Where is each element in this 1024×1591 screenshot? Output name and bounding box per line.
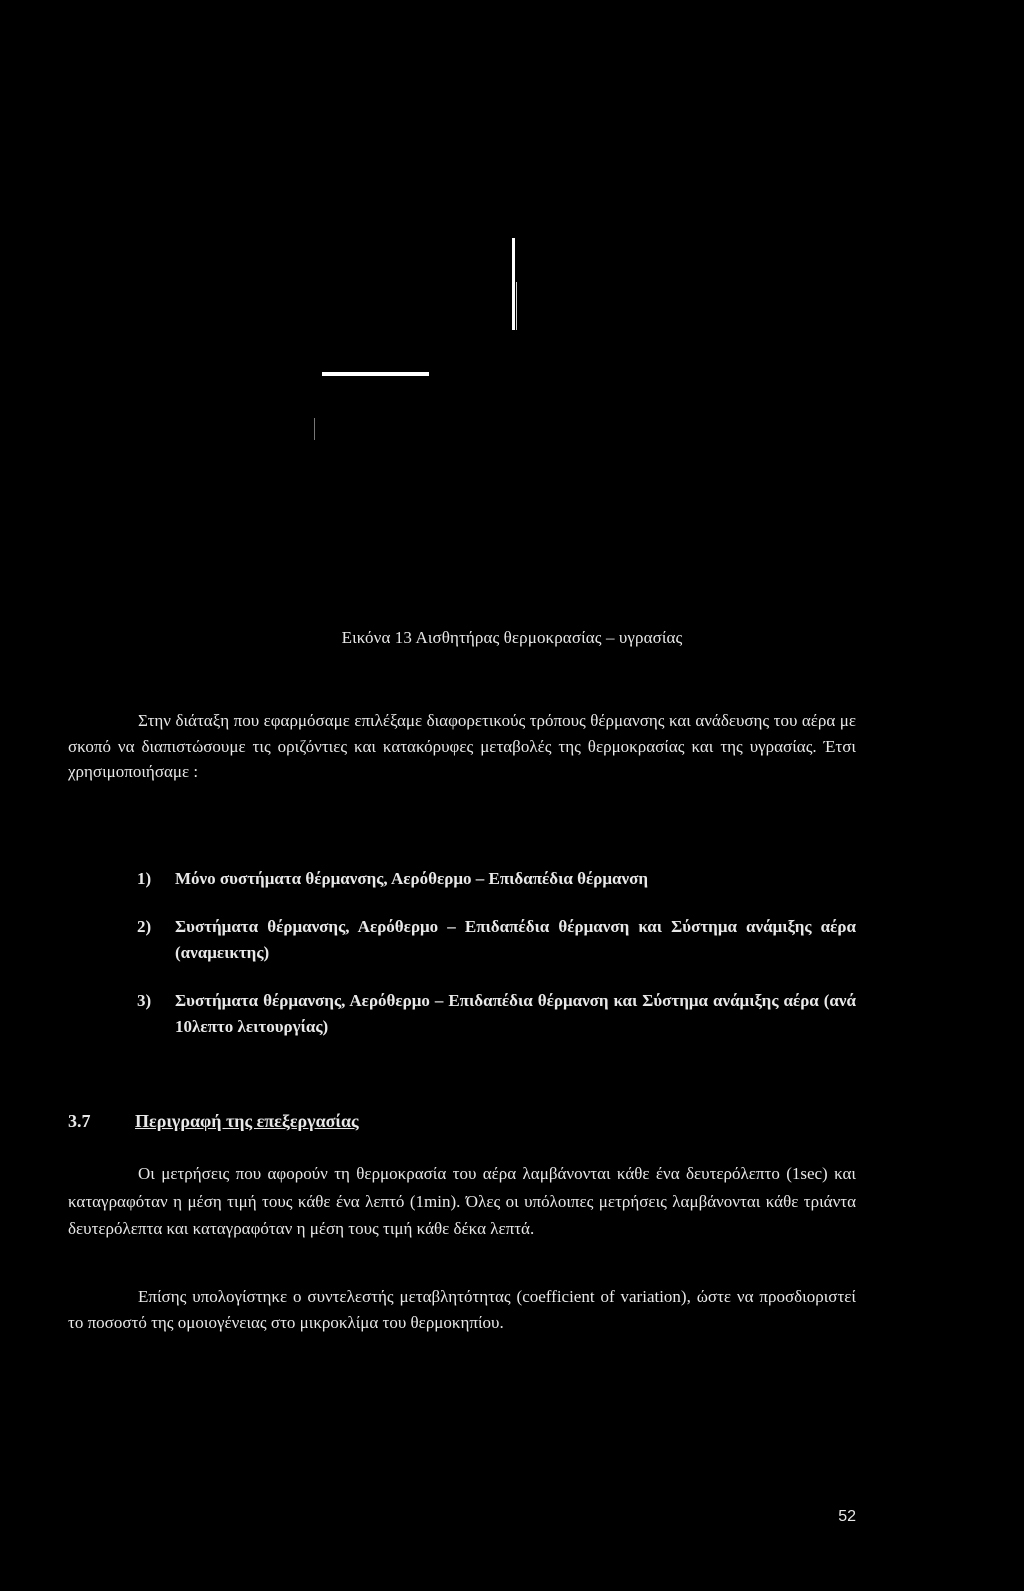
heating-options-list-3	[137, 988, 856, 1040]
figure-faint-mark	[314, 418, 315, 440]
measurements-paragraph: Οι μετρήσεις που αφορούν τη θερμοκρασία του αέρα λαμβάνονται κάθε ένα δευτερόλεπτο (1sec) και καταγραφόταν η μέση τιμή τους κάθε ένα λεπτό (1min). Όλες οι υπόλοιπες μετρήσεις λαμβάνονται κάθε τριάντα δευτερόλεπτα και καταγραφόταν η μέση τους τιμή κάθε δέκα λεπτά.	[68, 1164, 856, 1238]
figure-sensor-wire	[516, 282, 517, 330]
heating-options-list-2	[137, 914, 856, 966]
figure-image	[0, 0, 1024, 600]
figure-caption	[0, 628, 1024, 648]
list-item	[137, 914, 856, 966]
list-item-text: Συστήματα θέρμανσης, Αερόθερμο – Επιδαπέδια θέρμανση και Σύστημα ανάμιξης αέρα (αναμεικτης)	[175, 917, 856, 962]
heating-options-list-1	[137, 866, 856, 892]
figure-caption-label: Εικόνα 13	[341, 628, 413, 647]
section-title: Περιγραφή της επεξεργασίας	[135, 1111, 359, 1131]
list-item-number: 2)	[137, 917, 152, 936]
figure-horizontal-mark	[322, 372, 429, 376]
section-heading	[68, 1111, 359, 1132]
list-item-number: 1)	[137, 869, 152, 888]
figure-sensor-mark	[512, 238, 515, 330]
section-number: 3.7	[68, 1111, 91, 1131]
intro-paragraph: Στην διάταξη που εφαρμόσαμε επιλέξαμε διαφορετικούς τρόπους θέρμανσης και ανάδευσης του αέρα με σκοπό να διαπιστώσουμε τις οριζόντιες και κατακόρυφες μεταβολές της θερμοκρασίας και της υγρασίας. Έτσι χρησιμοποιήσαμε :	[68, 711, 856, 781]
list-item	[137, 866, 856, 892]
list-item	[137, 988, 856, 1040]
list-item-number: 3)	[137, 991, 152, 1010]
coefficient-paragraph: Επίσης υπολογίστηκε ο συντελεστής μεταβλητότητας (coefficient of variation), ώστε να προσδιοριστεί το ποσοστό της ομοιογένειας στο μικροκλίμα του θερμοκηπίου.	[68, 1287, 856, 1332]
figure-caption-text: Αισθητήρας θερμοκρασίας – υγρασίας	[415, 628, 683, 647]
page-number: 52	[838, 1508, 856, 1525]
list-item-text: Μόνο συστήματα θέρμανσης, Αερόθερμο – Επιδαπέδια θέρμανση	[175, 869, 648, 888]
list-item-text: Συστήματα θέρμανσης, Αερόθερμο – Επιδαπέδια θέρμανση και Σύστημα ανάμιξης αέρα (ανά 10λεπτο λειτουργίας)	[175, 991, 856, 1036]
